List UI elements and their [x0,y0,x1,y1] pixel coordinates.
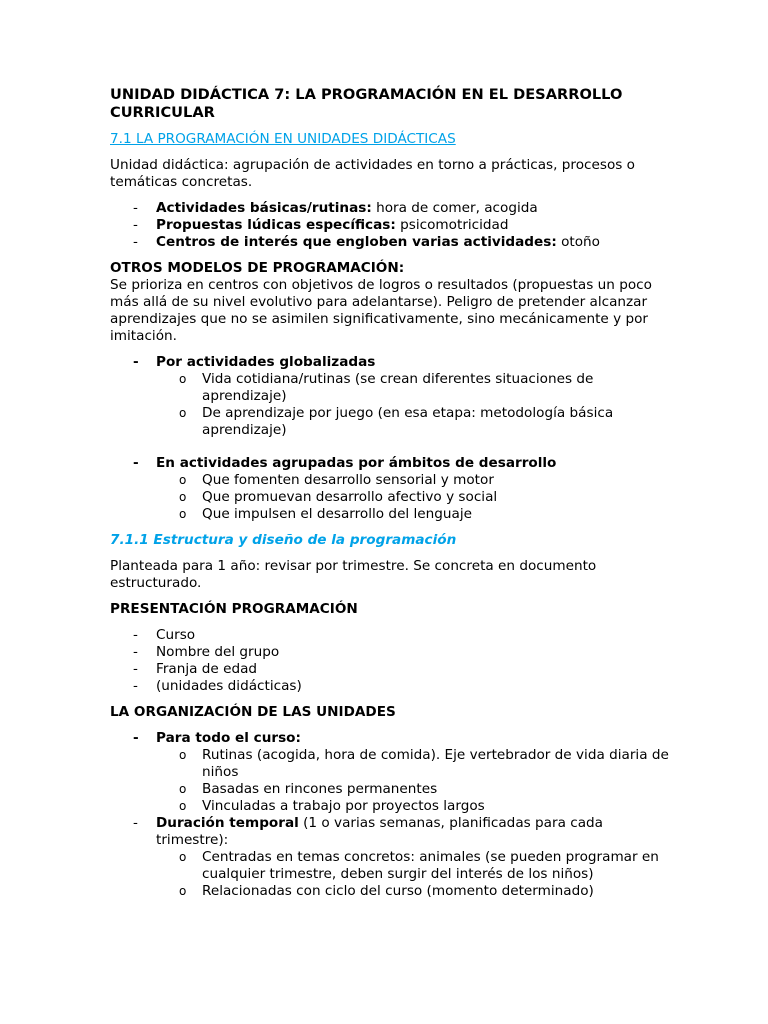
list-item: - Nombre del grupo [133,644,280,660]
circle-marker: o [179,473,187,487]
sublist [156,747,670,815]
sublist-item: o Que impulsen el desarrollo del lenguaje [179,506,472,522]
item-label: Actividades básicas/rutinas: [156,200,372,216]
list-item: - (unidades didácticas) [133,678,302,694]
sublist [156,849,670,900]
otros-modelos-heading: OTROS MODELOS DE PROGRAMACIÓN: [110,260,405,276]
sublist-item: o De aprendizaje por juego (en esa etapa: metodología básica aprendizaje) [179,405,614,438]
sublist [156,371,670,439]
item-label: Por actividades globalizadas [156,354,376,370]
item-label: Para todo el curso: [156,730,301,746]
dash-marker: - [133,354,139,370]
dash-marker: - [133,730,139,746]
circle-marker: o [179,406,187,420]
presentacion-list [110,627,670,695]
unidad-types-list [110,200,670,251]
organizacion-heading: LA ORGANIZACIÓN DE LAS UNIDADES [110,704,396,720]
ambitos-list [110,455,670,523]
sublist-item: o Vinculadas a trabajo por proyectos largos [179,798,485,814]
list-item [110,455,670,523]
sublist-item: o Rutinas (acogida, hora de comida). Eje vertebrador de vida diaria de niños [179,747,669,780]
title-line-2: CURRICULAR [110,104,215,121]
presentacion-heading: PRESENTACIÓN PROGRAMACIÓN [110,601,358,617]
circle-marker: o [179,850,187,864]
list-item: - Curso [133,627,196,643]
sublist-item: o Vida cotidiana/rutinas (se crean diferentes situaciones de aprendizaje) [179,371,594,404]
item-text: otoño [556,234,600,250]
dash-marker: - [133,661,138,677]
organizacion-list [110,730,670,900]
dash-marker: - [133,234,138,250]
document-title [110,86,670,122]
planteada-text: Planteada para 1 año: revisar por trimestre. Se concreta en documento estructurado. [110,558,597,591]
section-7-1-1-heading: 7.1.1 Estructura y diseño de la programación [110,532,457,548]
dash-marker: - [133,217,138,233]
list-item [110,815,670,900]
item-label: Duración temporal [156,815,299,831]
sublist-item: o Que promuevan desarrollo afectivo y social [179,489,498,505]
list-item [110,234,670,251]
circle-marker: o [179,490,187,504]
globalizadas-list [110,354,670,439]
section-7-1-heading: 7.1 LA PROGRAMACIÓN EN UNIDADES DIDÁCTICAS [110,131,456,147]
sublist [156,472,670,523]
sublist-item: o Centradas en temas concretos: animales (se pueden programar en cualquier trimestre, deben surgir del interés de los niños) [179,849,659,882]
circle-marker: o [179,748,187,762]
list-item [110,200,670,217]
otros-modelos-text: Se prioriza en centros con objetivos de logros o resultados (propuestas un poco más allá de su nivel evolutivo para adelantarse). Peligro de pretender alcanzar aprendizajes que no se asimilen significativamente, sino mecánicamente y por imitación. [110,277,652,344]
list-item [110,217,670,234]
dash-marker: - [133,455,139,471]
list-item [110,730,670,815]
circle-marker: o [179,799,187,813]
dash-marker: - [133,815,138,831]
circle-marker: o [179,507,187,521]
item-label: Propuestas lúdicas específicas: [156,217,396,233]
dash-marker: - [133,644,138,660]
dash-marker: - [133,627,138,643]
title-line-1: UNIDAD DIDÁCTICA 7: LA PROGRAMACIÓN EN EL DESARROLLO [110,86,623,103]
circle-marker: o [179,372,187,386]
item-text: psicomotricidad [395,217,509,233]
dash-marker: - [133,200,138,216]
document-body [110,86,670,900]
unidad-definition: Unidad didáctica: agrupación de actividades en torno a prácticas, procesos o temáticas concretas. [110,157,635,190]
dash-marker: - [133,678,138,694]
circle-marker: o [179,884,187,898]
circle-marker: o [179,782,187,796]
item-label: En actividades agrupadas por ámbitos de desarrollo [156,455,557,471]
sublist-item: o Relacionadas con ciclo del curso (momento determinado) [179,883,594,899]
item-label: Centros de interés que engloben varias actividades: [156,234,557,250]
sublist-item: o Basadas en rincones permanentes [179,781,438,797]
sublist-item: o Que fomenten desarrollo sensorial y motor [179,472,494,488]
list-item: - Franja de edad [133,661,258,677]
item-text: (1 o varias semanas, planificadas para cada trimestre): [156,815,604,848]
item-text: hora de comer, acogida [371,200,538,216]
list-item [110,354,670,439]
